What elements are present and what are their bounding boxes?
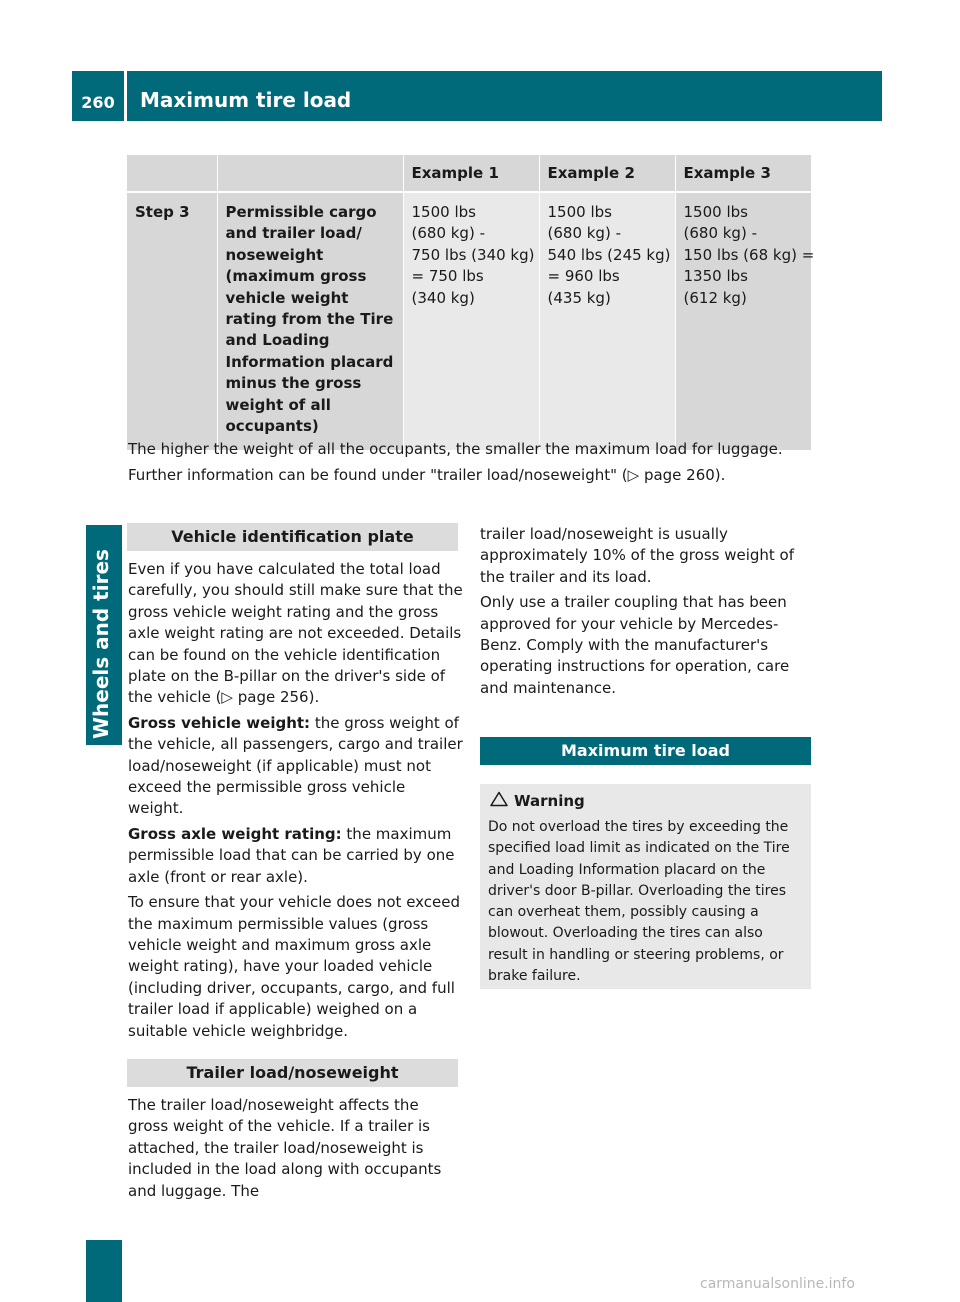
vehicle-plate-body: [128, 559, 463, 1046]
intro-line-1: The higher the weight of all the occupants, the smaller the maximum load for luggage.: [128, 440, 783, 458]
step-cell: Step 3: [127, 192, 217, 450]
example-2-cell: [539, 192, 675, 450]
table-row: [127, 192, 811, 450]
cell-line: 1500 lbs: [547, 203, 612, 221]
cell-line: 540 lbs (245 kg): [547, 245, 671, 264]
intro-line-2: Further information can be found under "trailer load/noseweight" (▷ page 260).: [128, 466, 726, 484]
gross-axle-weight-text: the maximum permissible load that can be carried by one axle (front or rear axle).: [128, 824, 455, 886]
vehicle-plate-p1: Even if you have calculated the total load carefully, you should still make sure that the gross vehicle weight rating and the gross axle weight rating are not exceeded. Details can be found on the vehicle identification plate on the B-pillar on the driver's side of the vehicle (▷ page 256).: [128, 560, 463, 707]
example-1-cell: [403, 192, 539, 450]
table-header-cell: [127, 155, 217, 192]
max-tire-load-heading: Maximum tire load: [480, 737, 811, 765]
vehicle-plate-p4: To ensure that your vehicle does not exceed the maximum permissible values (gross vehicle weight and maximum gross axle weight rating), have your loaded vehicle (including driver, occupants, cargo, and full trailer load if applicable) weighed on a suitable vehicle weighbridge.: [128, 893, 461, 1040]
warning-triangle-icon: [488, 791, 514, 811]
trailer-heading: Trailer load/noseweight: [127, 1059, 458, 1087]
table-header-cell: [217, 155, 403, 192]
cell-line: 1350 lbs: [683, 267, 748, 286]
gross-vehicle-weight-paragraph: [128, 713, 463, 820]
gross-axle-weight-paragraph: [128, 824, 463, 888]
cell-line: 1500 lbs: [683, 203, 748, 221]
warning-title-text: Warning: [514, 792, 585, 810]
cell-line: (680 kg) -: [411, 224, 485, 243]
watermark: carmanualsonline.info: [700, 1276, 855, 1292]
right-column-body: [480, 524, 815, 703]
gross-vehicle-weight-label: Gross vehicle weight:: [128, 713, 311, 732]
cell-line: 750 lbs (340 kg): [411, 245, 535, 264]
cell-line: (612 kg): [683, 288, 747, 307]
side-tab-block: [86, 1240, 122, 1302]
table-header-example-3: Example 3: [675, 155, 811, 192]
vehicle-plate-heading: Vehicle identification plate: [127, 523, 458, 551]
page-title: Maximum tire load: [140, 88, 352, 112]
cell-line: (435 kg): [547, 288, 611, 307]
example-3-cell: [675, 192, 815, 450]
warning-box: [480, 784, 811, 989]
cell-line: = 960 lbs: [547, 267, 620, 286]
load-example-table: [127, 155, 815, 450]
page-number: 260: [81, 93, 115, 112]
header-separator: [124, 71, 127, 121]
cell-line: (680 kg) -: [547, 224, 621, 243]
trailer-p1: The trailer load/noseweight affects the gross weight of the vehicle. If a trailer is attached, the trailer load/noseweight is included in the load along with occupants and luggage. The: [128, 1096, 442, 1200]
right-col-p2: Only use a trailer coupling that has been approved for your vehicle by Mercedes-Benz. Comply with the manufacturer's operating instructions for operation, care and maintenance.: [480, 593, 790, 697]
description-cell: Permissible cargo and trailer load/ noseweight (maximum gross vehicle weight rating from the Tire and Loading Information placard minus the gross weight of all occupants): [217, 192, 403, 450]
right-col-p1: trailer load/noseweight is usually approximately 10% of the gross weight of the trailer and its load.: [480, 525, 795, 586]
table-header-example-2: Example 2: [539, 155, 675, 192]
warning-title: [488, 790, 803, 812]
cell-line: (680 kg) -: [683, 224, 757, 243]
cell-line: 150 lbs (68 kg) =: [683, 245, 815, 264]
cell-line: = 750 lbs: [411, 267, 484, 286]
gross-axle-weight-label: Gross axle weight rating:: [128, 824, 342, 843]
cell-line: 1500 lbs: [411, 203, 476, 221]
side-tab-label: Wheels and tires: [89, 549, 113, 739]
gross-vehicle-weight-text: the gross weight of the vehicle, all passengers, cargo and trailer load/noseweight (if applicable) must not exceed the permissible gross vehicle weight.: [128, 713, 463, 818]
table-header-example-1: Example 1: [403, 155, 539, 192]
table-header-row: [127, 155, 811, 192]
warning-text: Do not overload the tires by exceeding the specified load limit as indicated on the Tire and Loading Information placard on the driver's door B-pillar. Overloading the tires can overheat them, possibly causing a blowout. Overloading the tires can also result in handling or steering problems, or brake failure.: [488, 819, 790, 985]
cell-line: (340 kg): [411, 288, 475, 307]
